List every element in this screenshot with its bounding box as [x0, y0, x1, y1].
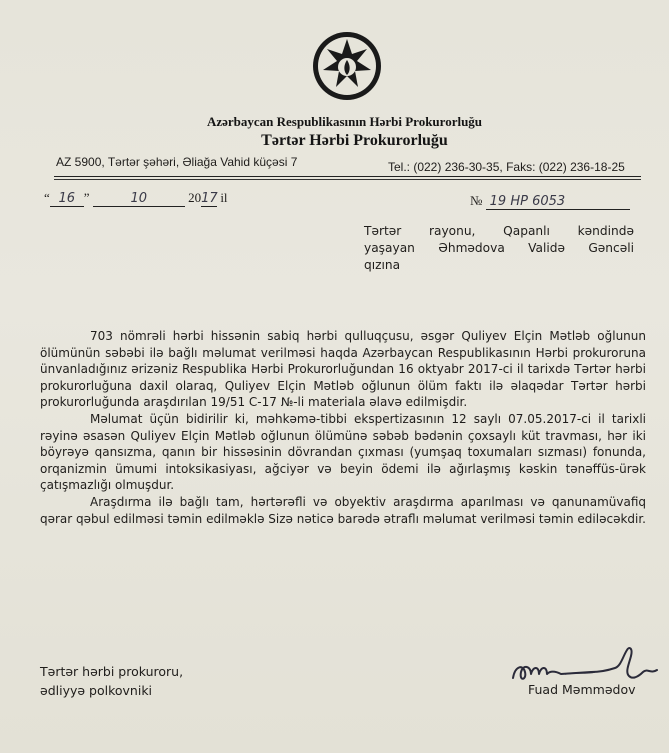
- signatory-title-line-2: ədliyyə polkovniki: [40, 683, 153, 698]
- number-value: 19 HP 6053: [486, 194, 630, 210]
- document-number: [470, 193, 630, 210]
- date-year-suffix: 17: [201, 191, 218, 206]
- recipient-block: [364, 223, 634, 274]
- state-emblem-icon: [311, 30, 383, 102]
- office-address: AZ 5900, Tərtər şəhəri, Əliağa Vahid küçəsi 7: [56, 155, 298, 169]
- header-divider-thin: [54, 179, 641, 180]
- body-paragraph-1: 703 nömrəli hərbi hissənin sabiq hərbi qulluqçusu, əsgər Quliyev Elçin Mətləb oğlunun ölümünün səbəbi ilə bağlı məlumat verilməsi haqda Azərbaycan Respublikasının Hərbi prokuroruna ünvanladığınız ərizəniz Respublika Hərbi Prokurorluğundan 16 oktyabr 2017-ci il tarixdə Tərtər hərbi prokurorluğuna daxil olaraq, Quliyev Elçin Mətləb oğlunun ölüm faktı ilə əlaqədar Tərtər hərbi prokurorluğunda araşdırılan 19/51 C-17 №-li materiala əlavə edilmişdir.: [40, 329, 646, 410]
- signatory-title: [40, 662, 183, 700]
- date-suffix: il: [220, 190, 228, 205]
- body-paragraph-2: Məlumat üçün bidirilir ki, məhkəmə-tibbi ekspertizasının 12 saylı 07.05.2017-ci il tarixli rəyinə əsasən Quliyev Elçin Mətləb oğlunun ölümünə səbəb bədənin çoxsaylı küt travması, hər iki böyrəyə qansızma, qanın bir hissəsinin dövrandan çıxması (yumşaq toxumaları sızması) fonunda, orqanizmin ümumi intoksikasiyası, ağciyər və beyin ödemi ilə ağırlaşmış kəskin tənəffüs-ürək çatışmazlığı olmuşdur.: [40, 411, 646, 493]
- signatory-title-line-1: Tərtər hərbi prokuroru,: [40, 664, 184, 679]
- letter-body: [40, 328, 646, 527]
- body-paragraph-3: Araşdırma ilə bağlı tam, hərtərəfli və obyektiv araşdırma aparılması və qanunamüvafiq qərar qəbul edilməsi təmin edilməklə Sizə nəticə barədə ətraflı məlumat verilməsi təmin ediləcəkdir.: [40, 494, 646, 526]
- signatory-name: Fuad Məmmədov: [528, 682, 636, 697]
- org-name-office: Tərtər Hərbi Prokurorluğu: [261, 132, 448, 149]
- office-contacts: Tel.: (022) 236-30-35, Faks: (022) 236-18-25: [388, 160, 625, 174]
- date-year-prefix: 20: [188, 190, 202, 205]
- number-label: №: [470, 193, 483, 208]
- date-day: 16: [50, 191, 84, 207]
- recipient-line-1: Tərtər rayonu, Qapanlı kəndində: [364, 224, 634, 238]
- recipient-line-3: qızına: [364, 258, 401, 272]
- recipient-line-2: yaşayan Əhmədova Validə Gəncəli: [364, 241, 634, 255]
- date-month: 10: [93, 191, 185, 207]
- document-date: “ 16 ” 10 2017 il: [44, 190, 228, 206]
- org-name-ministry: Azərbaycan Respublikasının Hərbi Prokurorluğu: [206, 114, 483, 129]
- header-divider: [54, 176, 641, 177]
